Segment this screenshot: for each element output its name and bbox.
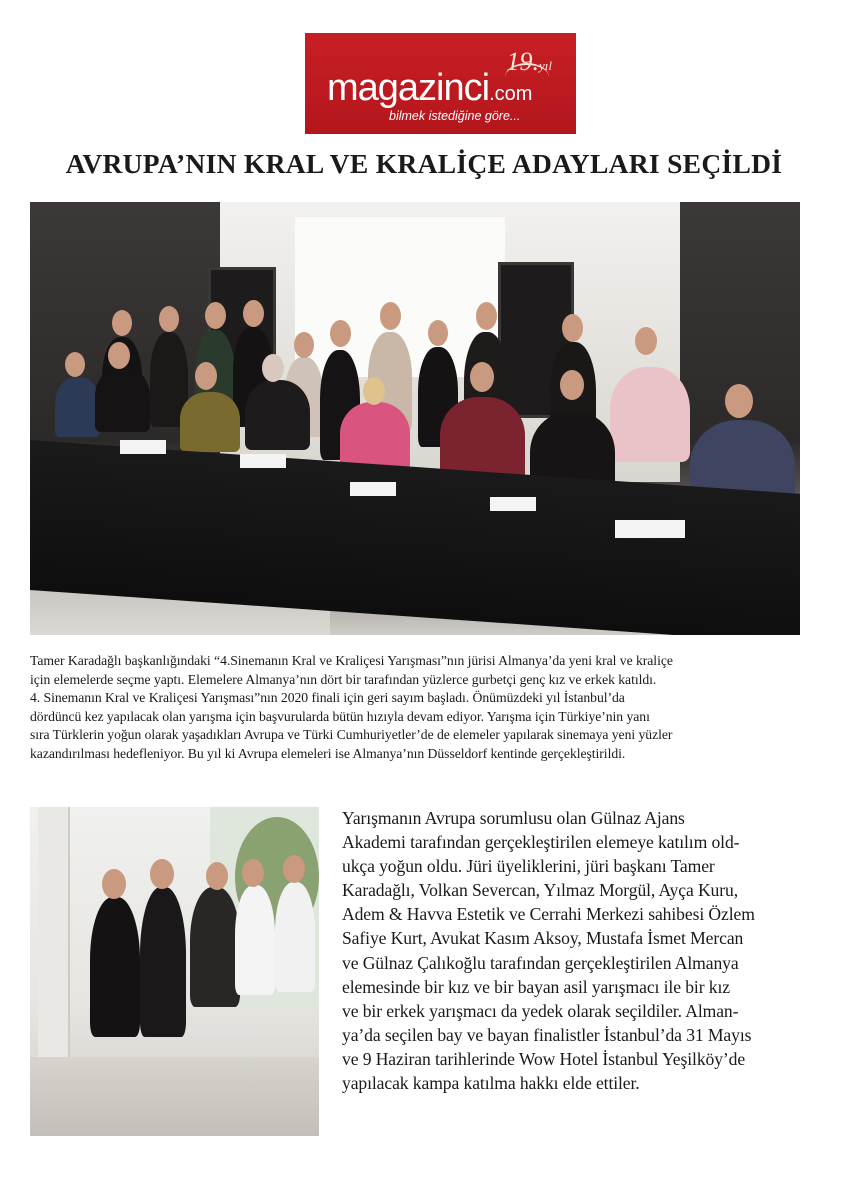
body-line: ukça yoğun oldu. Jüri üyeliklerini, jüri başkanı Tamer [342, 856, 715, 877]
contestants-photo [30, 807, 319, 1136]
body-line: Safiye Kurt, Avukat Kasım Aksoy, Mustafa İsmet Mercan [342, 928, 744, 949]
intro-line: dördüncü kez yapılacak olan yarışma için başvurularda bütün hızıyla devam ediyor. Yarışma için Türkiye’nin yanı [30, 708, 650, 724]
intro-line: için elemelerde seçme yaptı. Elemelere Almanya’nın dört bir tarafından yüzlerce gurbetçi genç kız ve erkek katıldı. [30, 671, 657, 687]
body-line: elemesinde bir kız ve bir bayan asil yarışmacı ile bir kız [342, 976, 730, 997]
intro-paragraph [30, 652, 820, 764]
intro-line: kazandırılması hedefleniyor. Bu yıl ki Avrupa elemeleri ise Almanya’nın Düsseldorf kentinde gerçekleştirildi. [30, 745, 626, 761]
body-line: Adem & Havva Estetik ve Cerrahi Merkezi sahibesi Özlem [342, 904, 755, 925]
intro-line: Tamer Karadağlı başkanlığındaki “4.Sinemanın Kral ve Kraliçesi Yarışması”nın jürisi Almanya’da yeni kral ve kraliçe [30, 653, 673, 668]
body-line: Yarışmanın Avrupa sorumlusu olan Gülnaz Ajans [342, 808, 685, 828]
logo-tagline: bilmek istediğine göre... [389, 109, 521, 123]
intro-line: sıra Türklerin yoğun olarak yaşadıkları Avrupa ve Türki Cumhuriyetler’de de elemeler yapılarak sinemaya yeni yüzler [30, 727, 673, 743]
article-headline: AVRUPA’NIN KRAL VE KRALİÇE ADAYLARI SEÇİLDİ [65, 148, 783, 179]
intro-line: 4. Sinemanın Kral ve Kraliçesi Yarışması”nın 2020 finali için geri sayım başladı. Önümüzdeki yıl İstanbul’da [30, 690, 625, 706]
logo-brand: magazinci.com [327, 67, 533, 109]
body-line: Karadağlı, Volkan Severcan, Yılmaz Morgül, Ayça Kuru, [342, 880, 739, 901]
body-line: ya’da seçilen bay ve bayan finalistler İstanbul’da 31 Mayıs [342, 1024, 752, 1045]
body-line: ve bir erkek yarışmacı da yedek olarak seçildiler. Alman- [342, 1000, 739, 1021]
logo-anniversary: 19.yıl [506, 47, 552, 76]
body-line: Akademi tarafından gerçekleştirilen elemeye katılım old- [342, 832, 740, 853]
body-line: ve Gülnaz Çalıkoğlu tarafından gerçekleştirilen Almanya [342, 952, 739, 973]
body-paragraph [342, 806, 814, 1095]
jury-panel-photo [30, 202, 800, 635]
body-line: ve 9 Haziran tarihlerinde Wow Hotel İstanbul Yeşilköy’de [342, 1048, 746, 1069]
site-logo[interactable] [305, 33, 576, 134]
body-line: yapılacak kampa katılma hakkı elde ettiler. [342, 1073, 640, 1094]
